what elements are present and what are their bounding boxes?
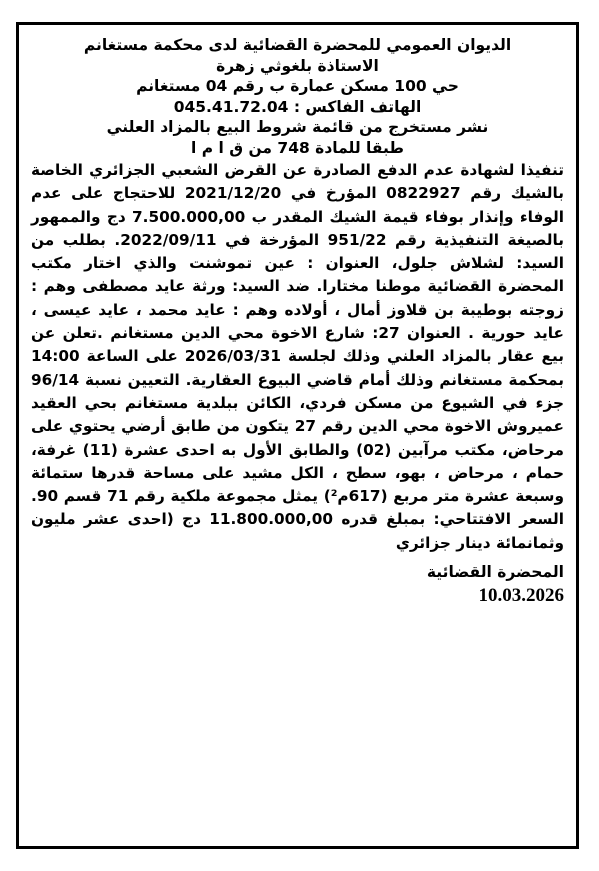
- office-address: حي 100 مسكن عمارة ب رقم 04 مستغانم: [136, 77, 459, 95]
- notice-title: نشر مستخرج من قائمة شروط البيع بالمزاد العلني: [106, 118, 489, 136]
- office-phone: الهاتف الفاكس : 045.41.72.04: [173, 97, 422, 116]
- legal-article: طبقا للمادة 748 من ق ا م ا: [191, 138, 404, 157]
- office-title: الديوان العمومي للمحضرة القضائية لدى محكمة مستغانم: [83, 36, 512, 54]
- signatory: المحضرة القضائية: [426, 563, 564, 582]
- legal-notice-frame: [16, 22, 579, 849]
- notice-body: تنفيذا لشهادة عدم الدفع الصادرة عن القرض الشعبي الجزائري الخاصة بالشيك رقم 0822927 المؤرخ في 2021/12/20 للاحتجاج على عدم الوفاء وإنذار بوفاء قيمة الشيك المقدر ب 7.500.000,00 دج والممهور بالصيغة التنفيذية رقم 951/22 المؤرخة في 2022/09/11. بطلب من السيد: لشلاش جلول، العنوان : عين تموشنت والذي اختار مكتب المحضرة القضائية موطنا مختارا. ضد السيد: ورثة عايد مصطفى وهم : زوجته بوطيبة بن قلاوز أمال ، أولاده وهم : عايد محمد ، عايد عيسى ، عايد حورية . العنوان 27: شارع الاخوة محي الدين مستغانم .تعلن عن بيع عقار بالمزاد العلني وذلك لجلسة 2026/03/31 على الساعة 14:00 بمحكمة مستغانم وذلك أمام قاضي البيوع العقارية. التعيين نسبة 96/14 جزء في الشيوع من مسكن فردي، الكائن ببلدية مستغانم بحي العقيد عميروش الاخوة محي الدين رقم 27 يتكون من طابق أرضي يحتوي على مرحاض، مكتب مرآبين (02) والطابق الأول به احدى عشرة (11) غرفة، حمام ، مرحاض ، بهو، سطح ، الكل مشيد على مساحة قدرها ستمائة وسبعة عشرة متر مربع (617م²) يمثل مجموعة ملكية رقم 71 قسم 90. السعر الافتتاحي: بمبلغ قدره 11.800.000,00 دج (احدى عشر مليون وثمانمائة دينار جزائري: [31, 161, 564, 552]
- notice-footer: [31, 561, 564, 609]
- notice-date: 10.03.2026: [478, 585, 564, 607]
- notice-header: [31, 35, 564, 158]
- bailiff-name: الاستاذة بلغوثي زهرة: [216, 56, 379, 75]
